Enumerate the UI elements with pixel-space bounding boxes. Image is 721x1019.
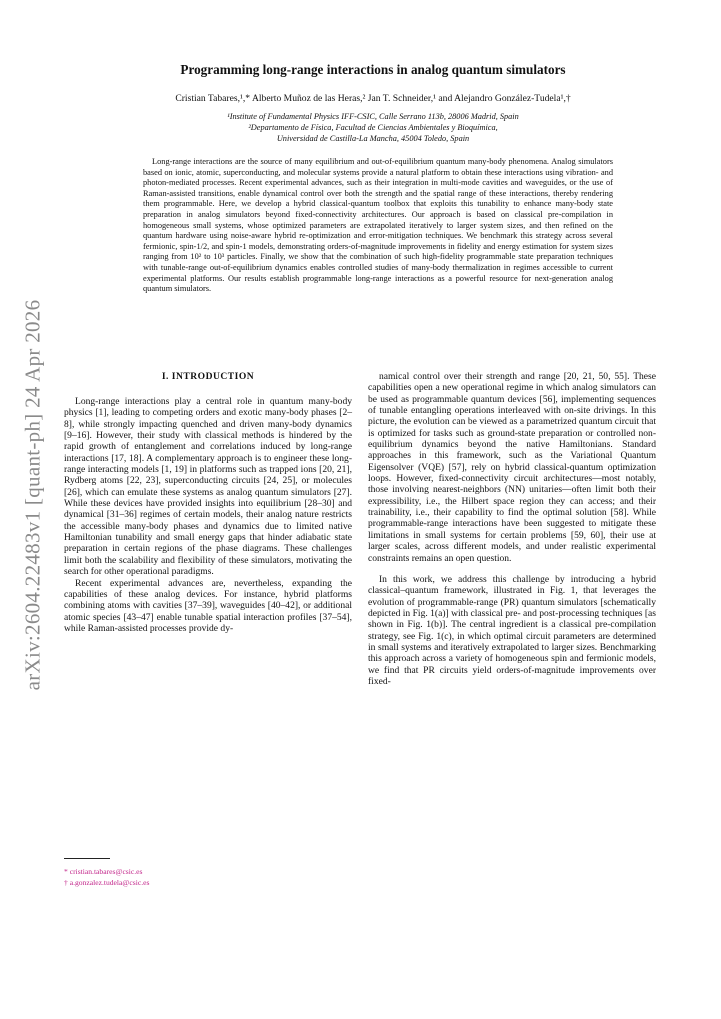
author-list: Cristian Tabares,¹,* Alberto Muñoz de las Heras,² Jan T. Schneider,¹ and Alejandro González-Tudela¹,† [175,93,571,104]
paragraph: Recent experimental advances are, nevertheless, expanding the capabilities of these analog devices. For instance, hybrid platforms combining atoms with cavities [37–39], waveguides [40–42], or additional atomic species [43–47] enable tunable spatial interaction profiles [37–54], while Raman-assisted processes provide dy- [64,577,352,634]
affiliations [60,111,686,144]
footnotes [64,867,352,888]
paragraph: namical control over their strength and range [20, 21, 50, 55]. These capabilities open a new operational regime in which analog simulators can be used as programmable quantum devices [56], implementing sequences of tunable entangling operations interleaved with on-site drivings. In this picture, the evolution can be viewed as a parametrized quantum circuit that is optimized for tasks such as ground-state preparation or controlled non-equilibrium dynamics beyond the native Hamiltonians. Standard approaches in this framework, such as the Variational Quantum Eigensolver (VQE) [57], rely on hybrid classical-quantum optimization loops. However, fixed-connectivity circuit architectures—most notably, those involving nearest-neighbors (NN) unitaries—often limit both their expressibility, i.e., the Hilbert space region they can access; and their trainability, i.e., their capability to find the optimal solution [58]. While programmable-range interactions have been suggested to mitigate these limitations in small systems for certain problems [59, 60], their use at larger scales, across different models, and under realistic experimental constraints remains an open question. [368,371,656,564]
footnote-email-2[interactable]: † a.gonzalez.tudela@csic.es [64,877,150,887]
footnote-rule [64,858,110,859]
affiliation-2: ²Departamento de Física, Facultad de Ciencias Ambientales y Bioquímica, [248,123,498,132]
paper-title: Programming long-range interactions in analog quantum simulators [180,62,566,77]
paragraph: Long-range interactions play a central role in quantum many-body physics [1], leading to competing orders and exotic many-body phases [2–8], while strongly impacting quenched and driven many-body dynamics [9–16]. However, their study with classical methods is hindered by the rapid growth of entanglement and correlations induced by long-range interactions [17, 18]. A complementary approach is to engineer these long-range interacting models [1, 19] in platforms such as trapped ions [20, 21], Rydberg atoms [22, 23], superconducting circuits [24, 25], or molecules [26], which can emulate these systems as analog quantum simulators [27]. While these devices have provided insights into equilibrium [28–30] and dynamical [31–36] regimes of certain models, their analog nature restricts the accessible many-body phases and dynamics due to limited native Hamiltonian tunability and small energy gaps that hinder adiabatic state preparation in certain regions of the phase diagrams. These challenges limit both the scalability and flexibility of these simulators, motivating the search for other operational paradigms. [64,396,352,578]
abstract: Long-range interactions are the source of many equilibrium and out-of-equilibrium quantum many-body phenomena. Analog simulators based on ionic, atomic, superconducting, and molecular systems provide a natural platform to obtain these interactions using vibration- and photon-mediated processes. Recent experimental advances, such as their integration in multi-mode cavities and waveguides, or the use of Raman-assisted transitions, enable dynamical control over both the strength and the spatial range of these interactions, thereby rendering them programmable. Here, we develop a hybrid classical-quantum toolbox that exploits this tunability to enhance many-body state preparation in analog simulators beyond fixed-connectivity architectures. Our approach is based on classical pre-compilation in homogeneous small systems, whose optimized parameters are extrapolated iteratively to larger system sizes, and then refined on the quantum hardware using noise-aware hybrid re-optimization and error-mitigation techniques. We benchmark this strategy across several fermionic, spin-1/2, and spin-1 models, demonstrating orders-of-magnitude improvements in fidelity and energy estimation for system sizes ranging from 10² to 10³ particles. Finally, we show that the combination of such high-fidelity programmable state preparation techniques with tunable-range out-of-equilibrium dynamics enables controlled studies of many-body thermalization in regimes accessible to current experimental platforms. Our results establish programmable long-range interactions as a powerful resource for next-generation analog quantum simulators. [143,157,613,294]
section-heading-introduction: I. INTRODUCTION [161,371,255,382]
affiliation-1: ¹Institute of Fundamental Physics IFF-CSIC, Calle Serrano 113b, 28006 Madrid, Spain [227,112,519,121]
arxiv-identifier-text: arXiv:2604.22483v1 [quant-ph] 24 Apr 2026 [20,299,45,691]
arxiv-identifier [18,280,48,710]
left-column [64,396,352,634]
paragraph: In this work, we address this challenge by introducing a hybrid classical–quantum framework, illustrated in Fig. 1, that leverages the evolution of programmable-range (PR) quantum simulators [schematically depicted in Fig. 1(a)] with classical pre- and post-processing techniques [as shown in Fig. 1(b)]. The central ingredient is a classical pre-compilation strategy, see Fig. 1(c), in which optimal circuit parameters are determined in small systems and iteratively extrapolated to larger sizes. Benchmarking this approach across a variety of homogeneous spin and fermionic models, we find that PR circuits yield orders-of-magnitude improvements over fixed- [368,573,656,687]
right-column [368,371,656,687]
footnote-email-1[interactable]: * cristian.tabares@csic.es [64,867,143,876]
affiliation-2-cont: Universidad de Castilla-La Mancha, 45004 Toledo, Spain [276,134,470,143]
